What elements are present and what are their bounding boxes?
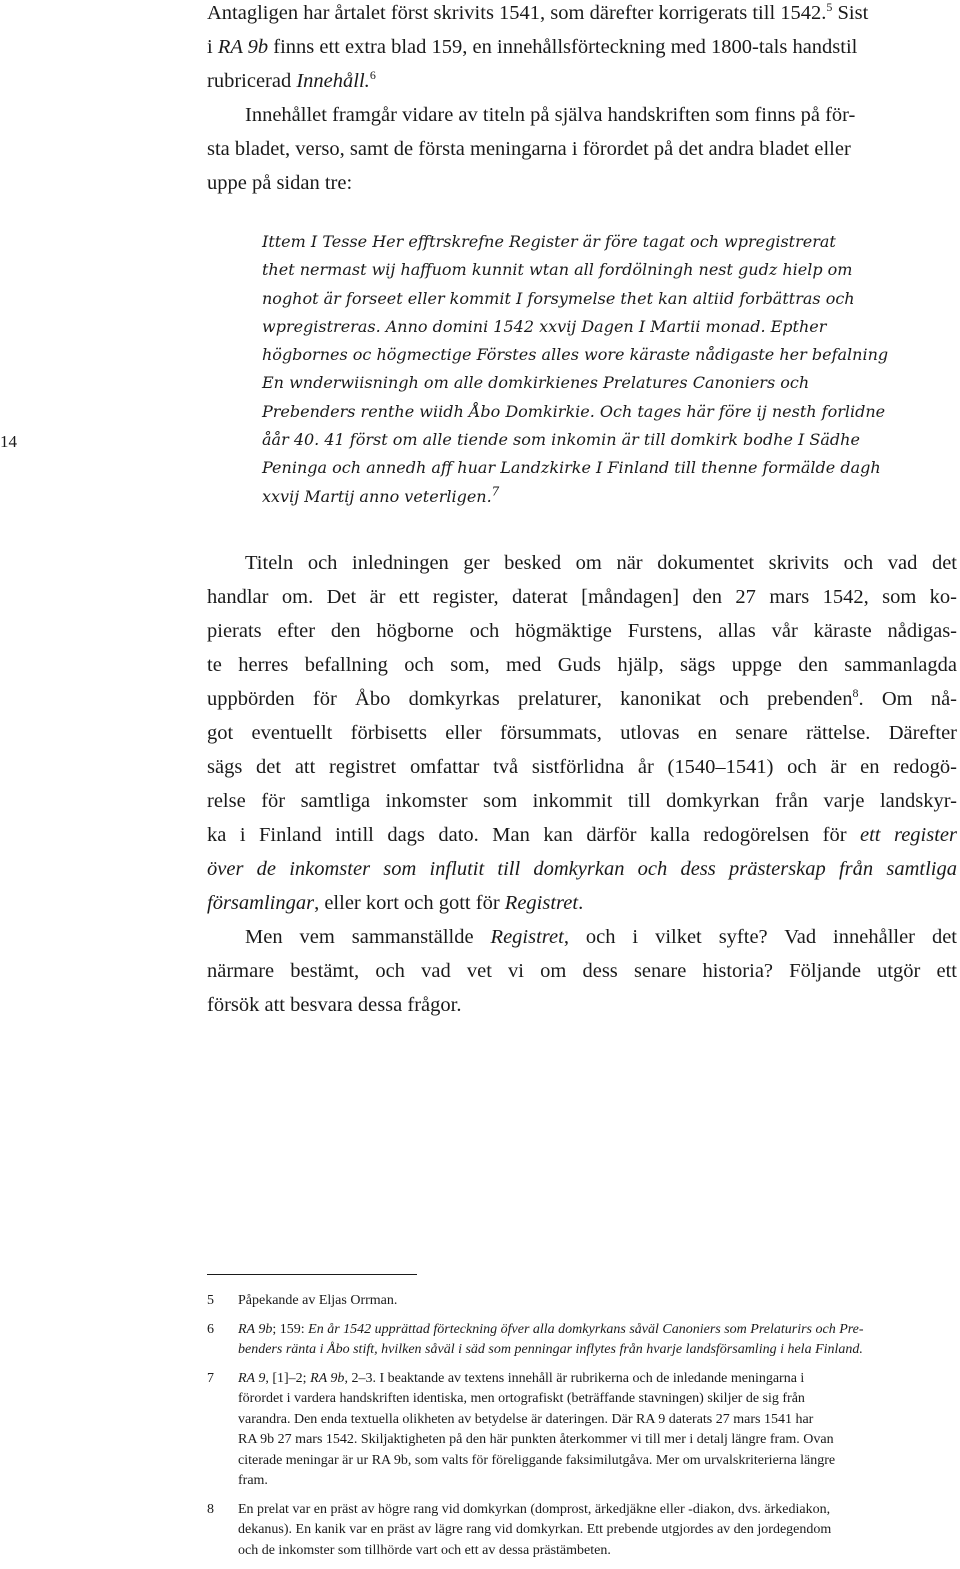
body-line <box>207 920 957 954</box>
quote-line: wpregistreras. Anno domini 1542 xxvij Dagen I Martii monad. Epther <box>262 316 827 336</box>
quote-line: Peninga och annedh aff huar Landzkirke I Finland till thenne formälde dagh <box>262 458 881 478</box>
footnote-ref-8[interactable]: 8 <box>852 686 859 701</box>
body-line: försök att besvara dessa frågor. <box>207 994 462 1016</box>
quote-line: högbornes oc högmectige Förstes alles wore käraste nådigaste her befalning <box>262 345 889 365</box>
footnote-ref-5[interactable]: 5 <box>826 0 833 15</box>
footnote-ref-6[interactable]: 6 <box>369 68 376 83</box>
footnote-line: förordet i vardera handskriften identiska, men ortografiskt (beträffande stavningen) skiljer de sig från <box>238 1391 805 1406</box>
footnote-number: 5 <box>207 1293 214 1308</box>
body-line <box>207 818 957 852</box>
emphasis: ett register <box>860 824 957 846</box>
text-run: xxvij Martij anno veterligen. <box>262 486 492 506</box>
footnote-number: 8 <box>207 1501 214 1517</box>
quote-line: Ittem I Tesse Her efftrskrefne Register är före tagat och wpregistrerat <box>262 232 836 251</box>
footnotes <box>207 1291 952 1569</box>
body-line <box>207 886 957 920</box>
manuscript-title: Innehåll. <box>296 70 370 92</box>
footnote-line: En prelat var en präst av högre rang vid domkyrkan (domprost, ärkedjäkne eller -diakon, dvs. ärkediakon, <box>238 1501 831 1517</box>
footnote-line <box>238 1340 952 1361</box>
intro-line: sta bladet, verso, samt de första meningarna i förordet på det andra bladet eller <box>207 138 851 160</box>
text-run: i <box>207 36 218 58</box>
emphasis: församlingar <box>207 892 315 914</box>
page-number: 14 <box>0 432 17 451</box>
text-run: ; 159: <box>272 1321 309 1337</box>
footnote-line <box>238 1369 952 1390</box>
footnote-text: Påpekande av Eljas Orrman. <box>238 1293 398 1308</box>
footnote-number: 7 <box>207 1370 214 1386</box>
body-line: te herres befallning och som, med Guds hjälp, sägs uppge den sammanlagda <box>207 654 957 676</box>
quote-line: noghot är forseet eller kommit I forsymelse thet kan altiid forbättras och <box>262 288 855 308</box>
text-run: uppbörden för Åbo domkyrkas prelaturer, kanonikat och prebenden <box>207 688 853 710</box>
main-paragraphs <box>207 546 957 1022</box>
text-run: ka i Finland intill dags dato. Man kan därför kalla redogörelsen för <box>207 824 861 846</box>
intro-line: Innehållet framgår vidare av titeln på själva handskriften som finns på för- <box>245 104 856 126</box>
footnote-line <box>238 1320 952 1341</box>
body-line <box>207 852 957 886</box>
footnote-8 <box>207 1500 952 1562</box>
body-line: handlar om. Det är ett register, daterat [måndagen] den 27 mars 1542, som ko- <box>207 586 957 608</box>
footnote-ref-7[interactable]: 7 <box>491 484 500 499</box>
footnote-line: fram. <box>238 1473 268 1488</box>
text-run: , eller kort och gott för <box>314 892 505 914</box>
body-line: pierats efter den högborne och högmäktige Furstens, allas vår käraste nådigas- <box>207 620 957 642</box>
manuscript-ref: RA 9b <box>217 36 269 58</box>
text-run: rubricerad <box>207 70 297 92</box>
text-run: . <box>578 892 584 914</box>
intro-line: uppe på sidan tre: <box>207 172 353 194</box>
footnote-5 <box>207 1291 952 1312</box>
footnote-rule <box>207 1274 417 1275</box>
quote-line: En wnderwiisningh om alle domkirkienes Prelatures Canoniers och <box>262 373 810 393</box>
emphasis: Registret <box>504 892 579 914</box>
footnote-7 <box>207 1369 952 1492</box>
emphasis: En år 1542 upprättad förteckning öfver alla domkyrkans såväl Canoniers som Prelaturirs och Pre- <box>308 1321 864 1337</box>
body-line: relse för samtliga inkomster som inkommit till domkyrkan från varje landskyr- <box>207 790 957 812</box>
text-run: Sist <box>832 2 869 24</box>
body-line: sägs det att registret omfattar två sistförlidna år (1540–1541) och är en redogö- <box>207 756 957 778</box>
body-line: närmare bestämt, och vad vet vi om dess senare historia? Följande utgör ett <box>207 960 957 982</box>
manuscript-ref: RA 9b <box>310 1370 345 1386</box>
text-run: , och i vilket syfte? Vad innehåller det <box>563 926 957 948</box>
footnote-6 <box>207 1320 952 1361</box>
quote-line <box>262 483 902 511</box>
body-line <box>207 682 957 716</box>
emphasis: benders ränta i Åbo stift, hvilken såväl i säd som penningar inflytes från hvarje landsförsamling i hela Finland. <box>238 1342 863 1357</box>
footnote-line: RA 9b 27 mars 1542. Skiljaktigheten på den här punkten återkommer vi till mer i detalj längre fram. Ovan <box>238 1432 834 1447</box>
text-run: , [1]–2; <box>265 1370 311 1386</box>
quote-line: Prebenders renthe wiidh Åbo Domkirkie. Och tages här före ij nesth forlidne <box>262 401 886 421</box>
quote-line: åår 40. 41 först om alle tiende som inkomin är till domkirk bodhe I Sädhe <box>262 430 860 450</box>
quote-line: thet nermast wij haffuom kunnit wtan all fordölningh nest gudz hielp om <box>262 260 853 280</box>
text-run: finns ett extra blad 159, en innehållsförteckning med 1800-tals handstil <box>268 36 858 58</box>
emphasis: Registret <box>490 926 564 948</box>
manuscript-quote <box>262 228 902 511</box>
manuscript-ref: RA 9 <box>238 1370 266 1386</box>
footnote-line: citerade meningar är ur RA 9b, som valts för föreliggande faksimilutgåva. Mer om urvalskriterierna längre <box>238 1452 836 1468</box>
text-run: . Om nå- <box>858 688 958 710</box>
intro-line <box>207 0 957 30</box>
footnote-line: varandra. Den enda textuella olikheten av betydelse är dateringen. Där RA 9 daterats 27 mars 1541 har <box>238 1411 814 1427</box>
body-line: got eventuellt förbisetts eller försummats, utlovas en senare rättelse. Därefter <box>207 722 957 744</box>
text-run: I beaktande av textens innehåll är rubrikerna och de inledande meningarna i <box>375 1370 805 1386</box>
footnote-line: och de inkomster som tillhörde vart och ett av dessa prästämbeten. <box>238 1542 611 1558</box>
footnote-line: dekanus). En kanik var en präst av lägre rang vid domkyrkan. Ett prebende utgjordes av den jordegendom <box>238 1522 832 1537</box>
text-run: Antagligen har årtalet först skrivits 1541, som därefter korrigerats till 1542. <box>207 2 827 24</box>
text-run: , 2–3. <box>344 1370 376 1386</box>
intro-paragraph <box>207 0 957 200</box>
footnote-number: 6 <box>207 1321 214 1337</box>
body-line: Titeln och inledningen ger besked om när dokumentet skrivits och vad det <box>245 552 957 574</box>
intro-line <box>207 30 957 64</box>
text-run: Men vem sammanställde <box>245 926 491 948</box>
manuscript-ref: RA 9b <box>238 1321 273 1337</box>
intro-line <box>207 64 957 98</box>
emphasis: över de inkomster som influtit till domkyrkan och dess prästerskap från samtliga <box>207 858 957 880</box>
